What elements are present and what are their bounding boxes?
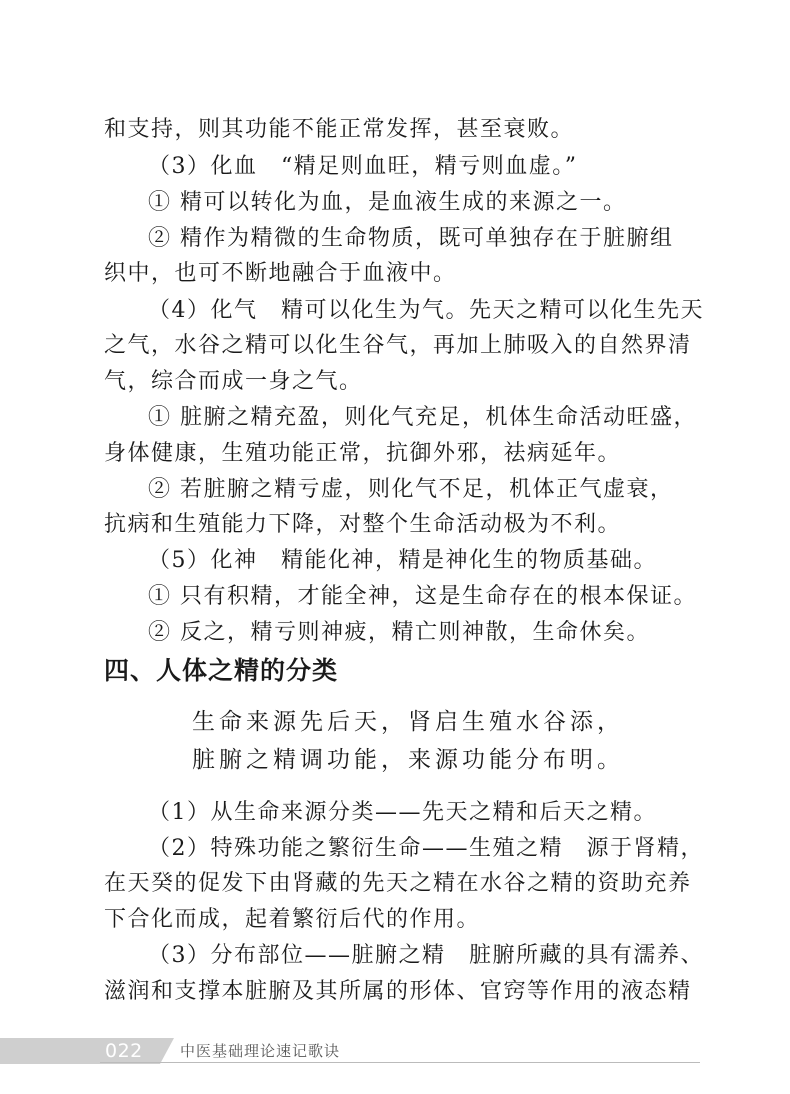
body-line: 抗病和生殖能力下降，对整个生命活动极为不利。 [104, 512, 622, 537]
body-line: ② 反之，精亏则神疲，精亡则神散，生命休矣。 [148, 620, 650, 645]
body-line: （3）化血 “精足则血旺，精亏则血虚。” [148, 154, 578, 179]
body-line: ① 脏腑之精充盈，则化气充足，机体生命活动旺盛， [148, 405, 697, 430]
page-footer [0, 1010, 790, 1070]
body-line: 和支持，则其功能不能正常发挥，甚至衰败。 [104, 117, 575, 142]
body-line: ① 精可以转化为血，是血液生成的来源之一。 [148, 190, 627, 215]
page-number: 022 [105, 1040, 143, 1062]
body-line: 织中，也可不断地融合于血液中。 [104, 261, 457, 286]
body-line: 气，综合而成一身之气。 [104, 369, 363, 394]
classification-line: 滋润和支撑本脏腑及其所属的形体、官窍等作用的液态精 [104, 979, 692, 1004]
section-heading: 四、人体之精的分类 [104, 656, 339, 685]
verse-line: 生命来源先后天，肾启生殖水谷添， [192, 709, 624, 735]
body-line: 身体健康，生殖功能正常，抗御外邪，祛病延年。 [104, 441, 622, 466]
classification-line: （2）特殊功能之繁衍生命——生殖之精 源于肾精， [148, 836, 704, 861]
classification-line: 下合化而成，起着繁衍后代的作用。 [104, 907, 481, 932]
body-line: ② 精作为精微的生命物质，既可单独存在于脏腑组 [148, 226, 674, 251]
classification-line: 在天癸的促发下由肾藏的先天之精在水谷之精的资助充养 [104, 871, 692, 896]
body-line: ② 若脏腑之精亏虚，则化气不足，机体正气虚衰， [148, 477, 674, 502]
body-line: 之气，水谷之精可以化生谷气，再加上肺吸入的自然界清 [104, 333, 692, 358]
verse-line: 脏腑之精调功能，来源功能分布明。 [192, 747, 624, 773]
classification-line: （3）分布部位——脏腑之精 脏腑所藏的具有濡养、 [148, 943, 704, 968]
page-number-tab-edge [160, 1038, 174, 1064]
book-title: 中医基础理论速记歌诀 [180, 1042, 341, 1060]
body-line: （5）化神 精能化神，精是神化生的物质基础。 [148, 548, 657, 573]
body-line: （4）化气 精可以化生为气。先天之精可以化生先天 [148, 298, 704, 323]
classification-line: （1）从生命来源分类——先天之精和后天之精。 [148, 800, 657, 825]
body-line: ① 只有积精，才能全神，这是生命存在的根本保证。 [148, 584, 697, 609]
